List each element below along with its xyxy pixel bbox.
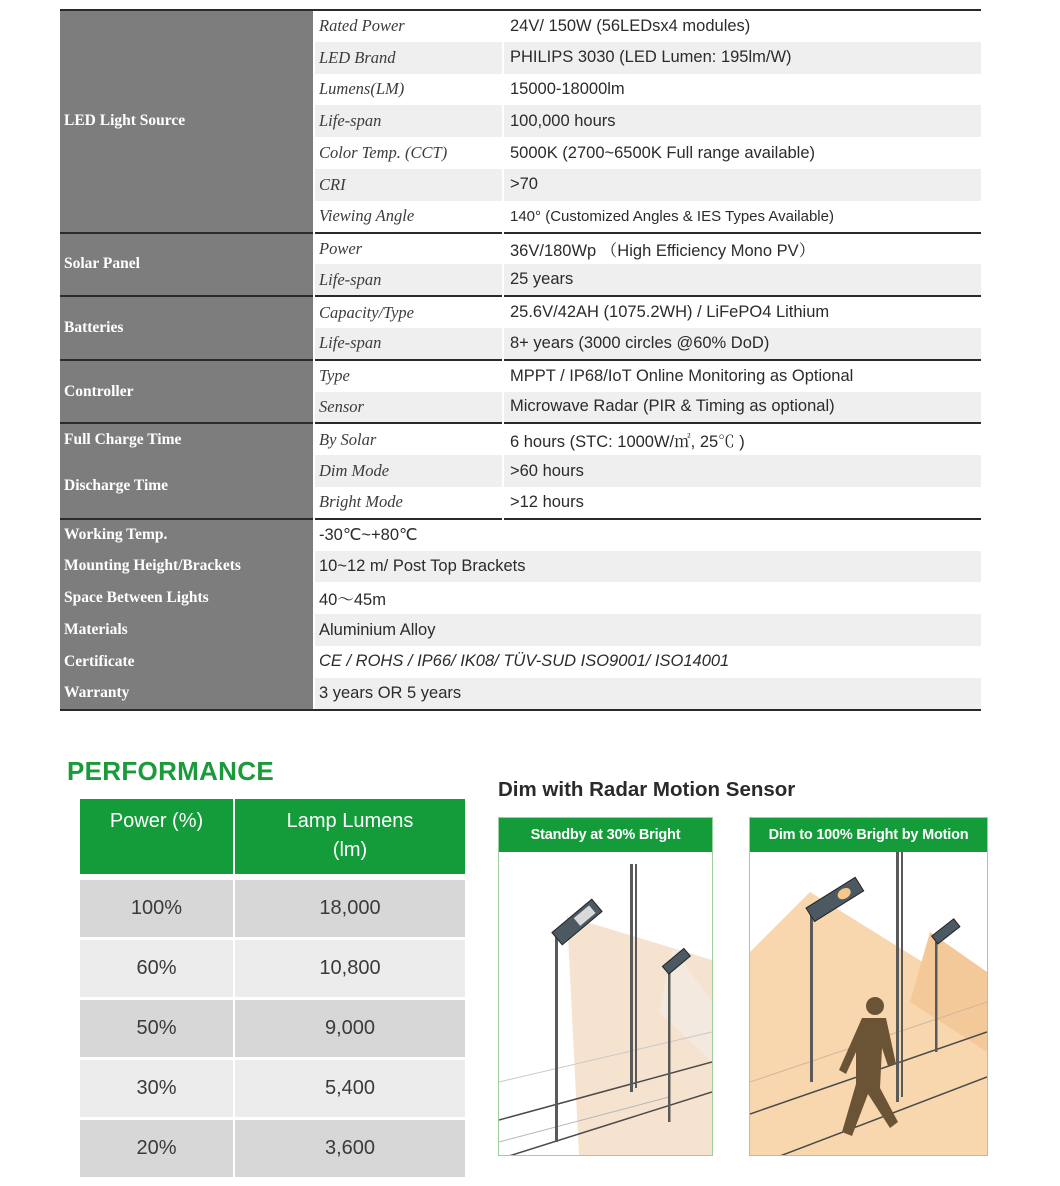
spec-value: MPPT / IP68/IoT Online Monitoring as Optional: [503, 360, 981, 392]
spec-label: Viewing Angle: [314, 201, 503, 233]
spec-value: Aluminium Alloy: [314, 614, 981, 646]
power-cell: 20%: [80, 1117, 235, 1177]
building-pillar: [635, 864, 637, 1088]
spec-label: Color Temp. (CCT): [314, 137, 503, 169]
category-full-charge-time: Full Charge Time: [60, 423, 314, 455]
spec-row: [60, 646, 981, 678]
power-cell: 60%: [80, 937, 235, 997]
spec-table: [60, 9, 981, 711]
spec-row: [60, 10, 981, 42]
power-column-header: Power (%): [80, 799, 235, 874]
spec-value: 24V/ 150W (56LEDsx4 modules): [503, 10, 981, 42]
dim-section-title: Dim with Radar Motion Sensor: [498, 778, 796, 801]
table-row: [80, 937, 465, 997]
category-working-temp: Working Temp.: [60, 519, 314, 551]
spec-row: [60, 614, 981, 646]
spec-row: [60, 233, 981, 265]
spec-value: PHILIPS 3030 (LED Lumen: 195lm/W): [503, 42, 981, 74]
spec-row: [60, 455, 981, 487]
category-discharge-time: Discharge Time: [60, 455, 314, 519]
spec-value: 36V/180Wp （High Efficiency Mono PV）: [503, 233, 981, 265]
standby-panel: [498, 817, 713, 1156]
spec-row: [60, 360, 981, 392]
standby-illustration: [499, 852, 712, 1156]
spec-value: CE / ROHS / IP66/ IK08/ TÜV-SUD ISO9001/ ISO14001: [314, 646, 981, 678]
spec-label: Bright Mode: [314, 487, 503, 519]
table-row: [80, 874, 465, 937]
lumens-column-header: [235, 799, 465, 874]
spec-value: 25 years: [503, 264, 981, 296]
standby-label: Standby at 30% Bright: [499, 818, 712, 852]
spec-label: By Solar: [314, 423, 503, 455]
category-controller: Controller: [60, 360, 314, 424]
table-row: [80, 1057, 465, 1117]
lumens-header-line2: (lm): [332, 839, 368, 861]
spec-value: 100,000 hours: [503, 105, 981, 137]
spec-value: >60 hours: [503, 455, 981, 487]
spec-label: LED Brand: [314, 42, 503, 74]
spec-label: Life-span: [314, 264, 503, 296]
spec-row: [60, 551, 981, 583]
spec-label: Rated Power: [314, 10, 503, 42]
spec-label: Lumens(LM): [314, 74, 503, 106]
category-materials: Materials: [60, 614, 314, 646]
category-solar-panel: Solar Panel: [60, 233, 314, 297]
spec-value: 25.6V/42AH (1075.2WH) / LiFePO4 Lithium: [503, 296, 981, 328]
spec-value: 5000K (2700~6500K Full range available): [503, 137, 981, 169]
spec-label: Dim Mode: [314, 455, 503, 487]
lumens-cell: 5,400: [235, 1057, 465, 1117]
performance-title: PERFORMANCE: [67, 756, 274, 786]
spec-label: Capacity/Type: [314, 296, 503, 328]
building-pillar: [630, 864, 633, 1092]
spec-row: [60, 582, 981, 614]
spec-value: 3 years OR 5 years: [314, 678, 981, 710]
building-pillar: [896, 852, 899, 1102]
power-cell: 30%: [80, 1057, 235, 1117]
lamp-pole: [810, 912, 813, 1082]
spec-row: [60, 519, 981, 551]
lumens-cell: 9,000: [235, 997, 465, 1057]
lamp-pole: [555, 932, 558, 1142]
spec-value: 10~12 m/ Post Top Brackets: [314, 551, 981, 583]
spec-row: [60, 423, 981, 455]
lumens-cell: 18,000: [235, 874, 465, 937]
lumens-cell: 3,600: [235, 1117, 465, 1177]
motion-label: Dim to 100% Bright by Motion: [750, 818, 987, 852]
solar-lamp-head: [932, 919, 960, 944]
power-cell: 100%: [80, 874, 235, 937]
lamp-pole: [668, 967, 671, 1122]
lumens-cell: 10,800: [235, 937, 465, 997]
lamp-pole: [935, 942, 938, 1052]
spec-value: >70: [503, 169, 981, 201]
performance-table: [80, 799, 465, 1177]
motion-panel: [749, 817, 988, 1156]
spec-label: Power: [314, 233, 503, 265]
spec-value: 15000-18000lm: [503, 74, 981, 106]
table-row: [80, 997, 465, 1057]
category-certificate: Certificate: [60, 646, 314, 678]
spec-label: Life-span: [314, 105, 503, 137]
category-batteries: Batteries: [60, 296, 314, 360]
motion-illustration: [750, 852, 987, 1156]
category-space-between-lights: Space Between Lights: [60, 582, 314, 614]
spec-value: >12 hours: [503, 487, 981, 519]
spec-label: CRI: [314, 169, 503, 201]
spec-value: 6 hours (STC: 1000W/㎡, 25℃ ): [503, 423, 981, 455]
spec-value: -30℃~+80℃: [314, 519, 981, 551]
spec-value: 40～45m: [314, 582, 981, 614]
category-led-light-source: LED Light Source: [60, 10, 314, 233]
performance-header-row: [80, 799, 465, 874]
spec-value: Microwave Radar (PIR & Timing as optional): [503, 392, 981, 424]
power-cell: 50%: [80, 997, 235, 1057]
category-mounting-height: Mounting Height/Brackets: [60, 551, 314, 583]
spec-label: Type: [314, 360, 503, 392]
spec-row: [60, 296, 981, 328]
spec-label: Sensor: [314, 392, 503, 424]
building-pillar: [901, 852, 903, 1097]
category-warranty: Warranty: [60, 678, 314, 710]
spec-value: 140° (Customized Angles & IES Types Available): [503, 201, 981, 233]
spec-row: [60, 678, 981, 710]
table-row: [80, 1117, 465, 1177]
spec-label: Life-span: [314, 328, 503, 360]
spec-value: 8+ years (3000 circles @60% DoD): [503, 328, 981, 360]
lumens-header-line1: Lamp Lumens: [286, 810, 414, 832]
